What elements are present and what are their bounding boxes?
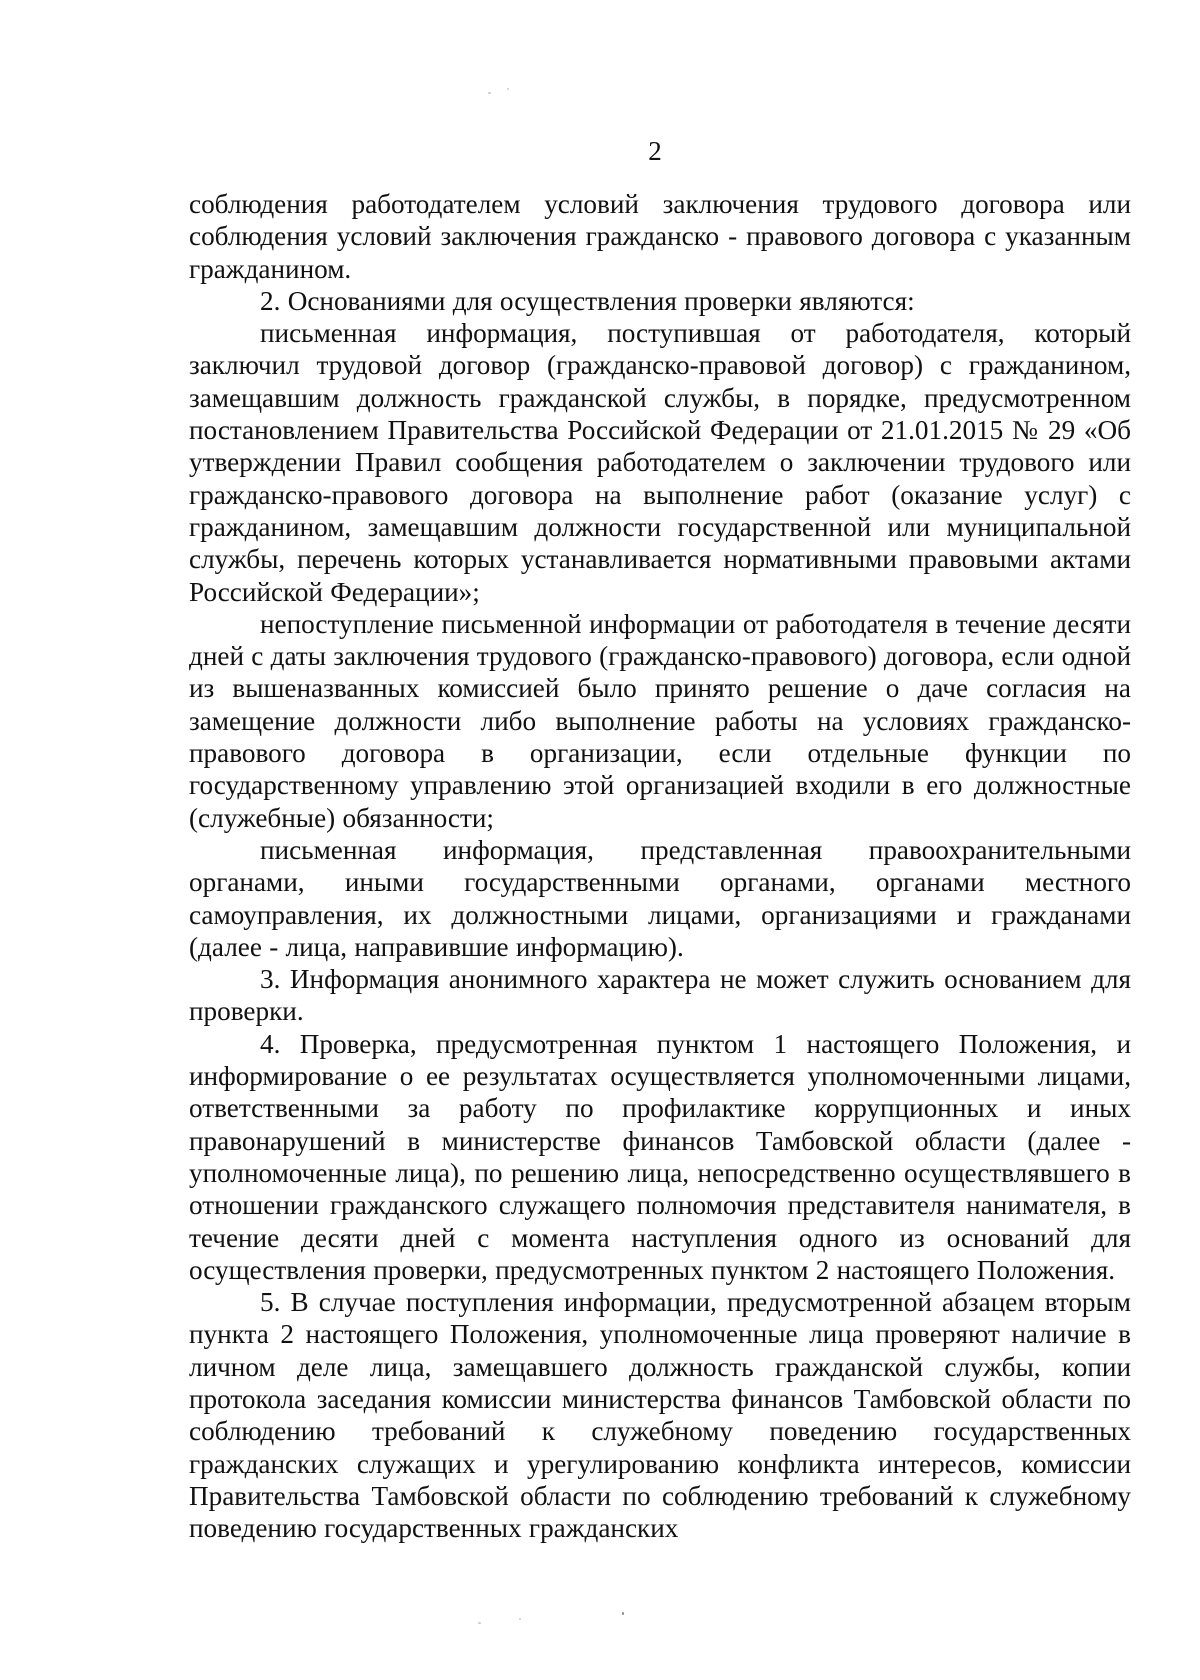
scan-speck [622,1612,624,1615]
scan-speck [478,1622,481,1624]
paragraph-item-4: 4. Проверка, предусмотренная пунктом 1 настоящего Положения, и информирование о ее результатах осуществляется уполномоченными лицами, ответственными за работу по профилактике коррупционных и иных правонарушений в министерстве финансов Тамбовской области (далее - уполномоченные лица), по решению лица, непосредственно осуществлявшего в отношении гражданского служащего полномочия представителя нанимателя, в течение десяти дней с момента наступления одного из оснований для осуществления проверки, предусмотренных пунктом 2 настоящего Положения. [189,1028,1131,1285]
scan-speck [519,1618,521,1620]
paragraph-item-3: 3. Информация анонимного характера не может служить основанием для проверки. [189,964,1131,1027]
scan-speck [488,92,491,94]
page-number: 2 [648,136,662,166]
paragraph-basis-no-info: непоступление письменной информации от работодателя в течение десяти дней с даты заключения трудового (гражданско-правового) договора, если одной из вышеназванных комиссией было принято решение о даче согласия на замещение должности либо выполнение работы на условиях гражданско-правового договора в организации, если отдельные функции по государственному управлению этой организацией входили в его должностные (служебные) обязанности; [189,608,1131,833]
paragraph-continuation: соблюдения работодателем условий заключения трудового договора или соблюдения условий заключения гражданско - правового договора с указанным гражданином. [189,189,1131,284]
paragraph-basis-employer-info: письменная информация, поступившая от работодателя, который заключил трудовой договор (гражданско-правовой договор) с гражданином, замещавшим должность гражданской службы, в порядке, предусмотренном постановлением Правительства Российской Федерации от 21.01.2015 № 29 «Об утверждении Правил сообщения работодателем о заключении трудового или гражданско-правового договора на выполнение работ (оказание услуг) с гражданином, замещавшим должности государственной или муниципальной службы, перечень которых устанавливается нормативными правовыми актами Российской Федерации»; [189,318,1131,607]
paragraph-item-2: 2. Основаниями для осуществления проверки являются: [260,285,915,316]
paragraph-item-5: 5. В случае поступления информации, предусмотренной абзацем вторым пункта 2 настоящего Положения, уполномоченные лица проверяют наличие в личном деле лица, замещавшего должность гражданской службы, копии протокола заседания комиссии министерства финансов Тамбовской области по соблюдению требований к служебному поведению государственных гражданских служащих и урегулированию конфликта интересов, комиссии Правительства Тамбовской области по соблюдению требований к служебному поведению государственных гражданских [189,1287,1131,1544]
scan-speck [507,88,509,90]
paragraph-basis-authority-info: письменная информация, представленная правоохранительными органами, иными государственными органами, органами местного самоуправления, их должностными лицами, организациями и гражданами (далее - лица, направившие информацию). [189,834,1131,962]
document-body [189,188,1131,1544]
